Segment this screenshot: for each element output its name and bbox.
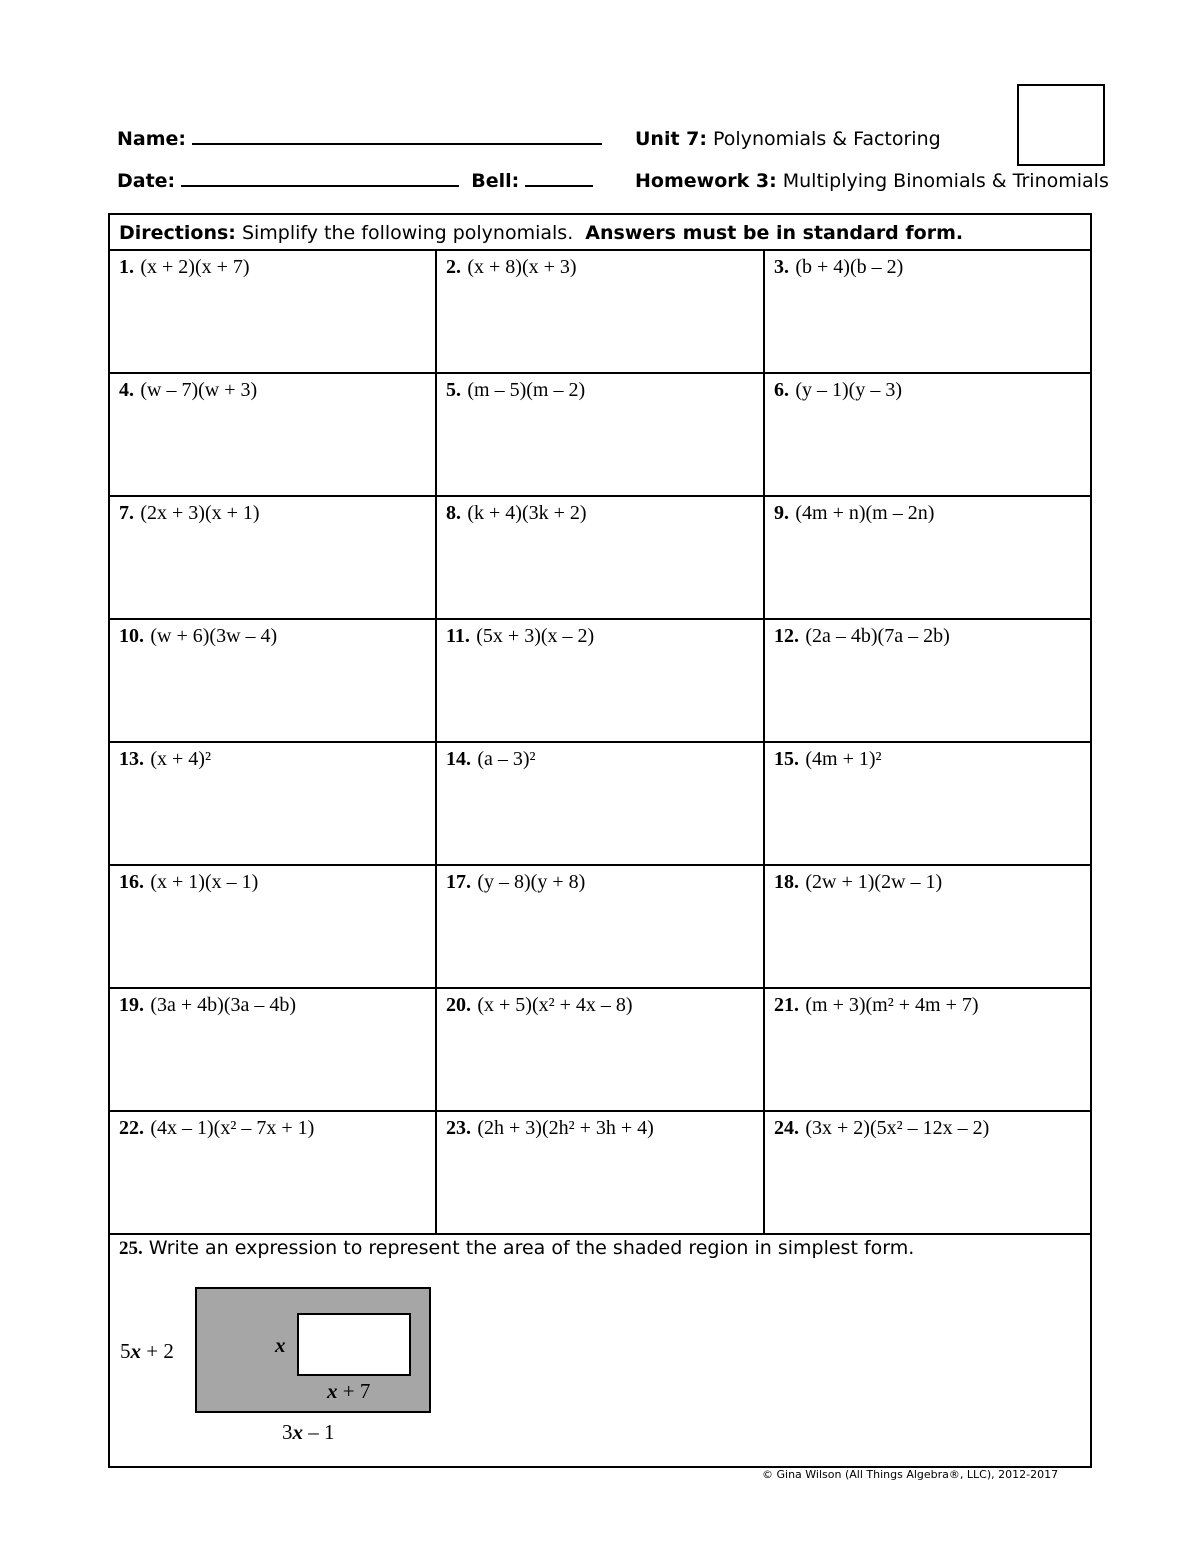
problem-number: 23. <box>446 1117 471 1139</box>
problem-number: 2. <box>446 256 461 278</box>
problem-number: 16. <box>119 871 144 893</box>
problem-21 <box>774 992 979 1017</box>
problem-11 <box>446 623 594 648</box>
problem-25-number: 25. <box>119 1238 143 1259</box>
problem-number: 13. <box>119 748 144 770</box>
problem-expression: (b + 4)(b – 2) <box>795 256 904 278</box>
problem-number: 8. <box>446 502 461 524</box>
problem-number: 24. <box>774 1117 799 1139</box>
bell-field[interactable] <box>525 171 593 187</box>
problem-cell[interactable] <box>437 374 765 495</box>
problem-cell[interactable] <box>110 743 437 864</box>
problem-row <box>110 1112 1090 1235</box>
problem-cell[interactable] <box>437 497 765 618</box>
problem-number: 21. <box>774 994 799 1016</box>
problem-row <box>110 497 1090 620</box>
problem-number: 6. <box>774 379 789 401</box>
problem-cell[interactable] <box>110 866 437 987</box>
problem-12 <box>774 623 950 648</box>
outer-height-label: 5x + 2 <box>120 1339 174 1363</box>
date-label: Date: <box>117 170 176 192</box>
problem-number: 3. <box>774 256 789 278</box>
problem-expression: (x + 8)(x + 3) <box>467 256 577 278</box>
problem-expression: (2h + 3)(2h² + 3h + 4) <box>477 1117 654 1139</box>
inner-height-label: x <box>275 1333 286 1357</box>
problem-expression: (y – 1)(y – 3) <box>795 379 902 401</box>
problem-19 <box>119 992 296 1017</box>
problem-17 <box>446 869 585 894</box>
inner-width-label: x + 7 <box>327 1379 371 1403</box>
problem-number: 1. <box>119 256 134 278</box>
problem-expression: (x + 5)(x² + 4x – 8) <box>477 994 633 1016</box>
problem-7 <box>119 500 260 525</box>
unit-label: Unit 7: <box>635 128 707 150</box>
problem-22 <box>119 1115 314 1140</box>
problem-cell[interactable] <box>765 989 1090 1110</box>
problem-16 <box>119 869 258 894</box>
unit-line <box>635 128 941 150</box>
name-label: Name: <box>117 128 187 150</box>
problem-row <box>110 620 1090 743</box>
name-line <box>117 128 602 150</box>
problem-8 <box>446 500 587 525</box>
problem-number: 7. <box>119 502 134 524</box>
problem-row <box>110 251 1090 374</box>
problem-cell[interactable] <box>765 620 1090 741</box>
problem-cell[interactable] <box>437 866 765 987</box>
problem-expression: (y – 8)(y + 8) <box>477 871 586 893</box>
problem-cell[interactable] <box>765 866 1090 987</box>
problem-number: 14. <box>446 748 471 770</box>
problem-cell[interactable] <box>765 374 1090 495</box>
problem-cell[interactable] <box>110 1112 437 1233</box>
problem-13 <box>119 746 211 771</box>
date-line <box>117 170 593 192</box>
problem-expression: (4x – 1)(x² – 7x + 1) <box>150 1117 315 1139</box>
problem-cell[interactable] <box>437 620 765 741</box>
problem-cell[interactable] <box>437 1112 765 1233</box>
worksheet <box>108 213 1092 1468</box>
problem-5 <box>446 377 585 402</box>
problem-expression: (2x + 3)(x + 1) <box>140 502 260 524</box>
problem-number: 5. <box>446 379 461 401</box>
homework-title: Multiplying Binomials & Trinomials <box>782 170 1109 192</box>
problem-25-text: Write an expression to represent the area of the shaded region in simplest form. <box>148 1237 915 1259</box>
problem-number: 15. <box>774 748 799 770</box>
problem-20 <box>446 992 633 1017</box>
homework-label: Homework 3: <box>635 170 777 192</box>
problem-number: 9. <box>774 502 789 524</box>
problem-expression: (k + 4)(3k + 2) <box>467 502 587 524</box>
problem-25 <box>119 1237 914 1260</box>
problem-expression: (2a – 4b)(7a – 2b) <box>805 625 950 647</box>
problem-number: 18. <box>774 871 799 893</box>
problem-cell[interactable] <box>110 374 437 495</box>
problem-24 <box>774 1115 989 1140</box>
problem-cell[interactable] <box>437 989 765 1110</box>
bell-label: Bell: <box>471 170 520 192</box>
problem-18 <box>774 869 942 894</box>
directions-text: Simplify the following polynomials. <box>241 222 574 244</box>
problem-14 <box>446 746 536 771</box>
problem-number: 19. <box>119 994 144 1016</box>
problem-expression: (3x + 2)(5x² – 12x – 2) <box>805 1117 990 1139</box>
problem-6 <box>774 377 902 402</box>
copyright-footer: © Gina Wilson (All Things Algebra®, LLC), 2012-2017 <box>762 1468 1059 1481</box>
problem-9 <box>774 500 934 525</box>
problem-row <box>110 989 1090 1112</box>
problem-row <box>110 743 1090 866</box>
problem-cell[interactable] <box>110 620 437 741</box>
problem-3 <box>774 254 903 279</box>
directions-emphasis: Answers must be in standard form. <box>585 222 964 244</box>
problem-cell[interactable] <box>765 1112 1090 1233</box>
problem-number: 22. <box>119 1117 144 1139</box>
problem-row <box>110 866 1090 989</box>
area-figure <box>110 1275 510 1465</box>
problem-cell[interactable] <box>765 251 1090 372</box>
problem-expression: (m – 5)(m – 2) <box>467 379 586 401</box>
problem-cell[interactable] <box>765 497 1090 618</box>
problem-cell[interactable] <box>765 743 1090 864</box>
problem-expression: (2w + 1)(2w – 1) <box>805 871 943 893</box>
problem-number: 4. <box>119 379 134 401</box>
problem-expression: (4m + n)(m – 2n) <box>795 502 935 524</box>
problem-expression: (w + 6)(3w – 4) <box>150 625 278 647</box>
problem-cell[interactable] <box>110 497 437 618</box>
problem-expression: (3a + 4b)(3a – 4b) <box>150 994 297 1016</box>
shaded-outer-rectangle <box>195 1287 431 1413</box>
problem-4 <box>119 377 257 402</box>
problem-expression: (m + 3)(m² + 4m + 7) <box>805 994 979 1016</box>
problem-expression: (4m + 1)² <box>805 748 882 770</box>
problem-expression: (x + 2)(x + 7) <box>140 256 250 278</box>
problem-number: 11. <box>446 625 470 647</box>
problem-expression: (w – 7)(w + 3) <box>140 379 258 401</box>
directions-label: Directions: <box>119 222 236 244</box>
homework-line <box>635 170 1109 192</box>
problem-23 <box>446 1115 654 1140</box>
problem-cell[interactable] <box>110 251 437 372</box>
problem-2 <box>446 254 577 279</box>
name-field[interactable] <box>192 129 602 145</box>
unit-title: Polynomials & Factoring <box>713 128 941 150</box>
problem-1 <box>119 254 250 279</box>
problem-number: 20. <box>446 994 471 1016</box>
outer-width-label: 3x – 1 <box>282 1420 335 1444</box>
problem-number: 12. <box>774 625 799 647</box>
problem-expression: (x + 1)(x – 1) <box>150 871 259 893</box>
problem-expression: (x + 4)² <box>150 748 211 770</box>
problem-row <box>110 374 1090 497</box>
score-box[interactable] <box>1017 84 1105 166</box>
problem-expression: (a – 3)² <box>477 748 536 770</box>
date-field[interactable] <box>181 171 459 187</box>
problem-15 <box>774 746 882 771</box>
problem-expression: (5x + 3)(x – 2) <box>476 625 595 647</box>
problem-number: 17. <box>446 871 471 893</box>
problem-number: 10. <box>119 625 144 647</box>
inner-rectangle <box>297 1313 411 1376</box>
problem-cell[interactable] <box>437 743 765 864</box>
problem-cell[interactable] <box>110 989 437 1110</box>
directions <box>110 215 1090 251</box>
problem-cell[interactable] <box>437 251 765 372</box>
problem-10 <box>119 623 277 648</box>
